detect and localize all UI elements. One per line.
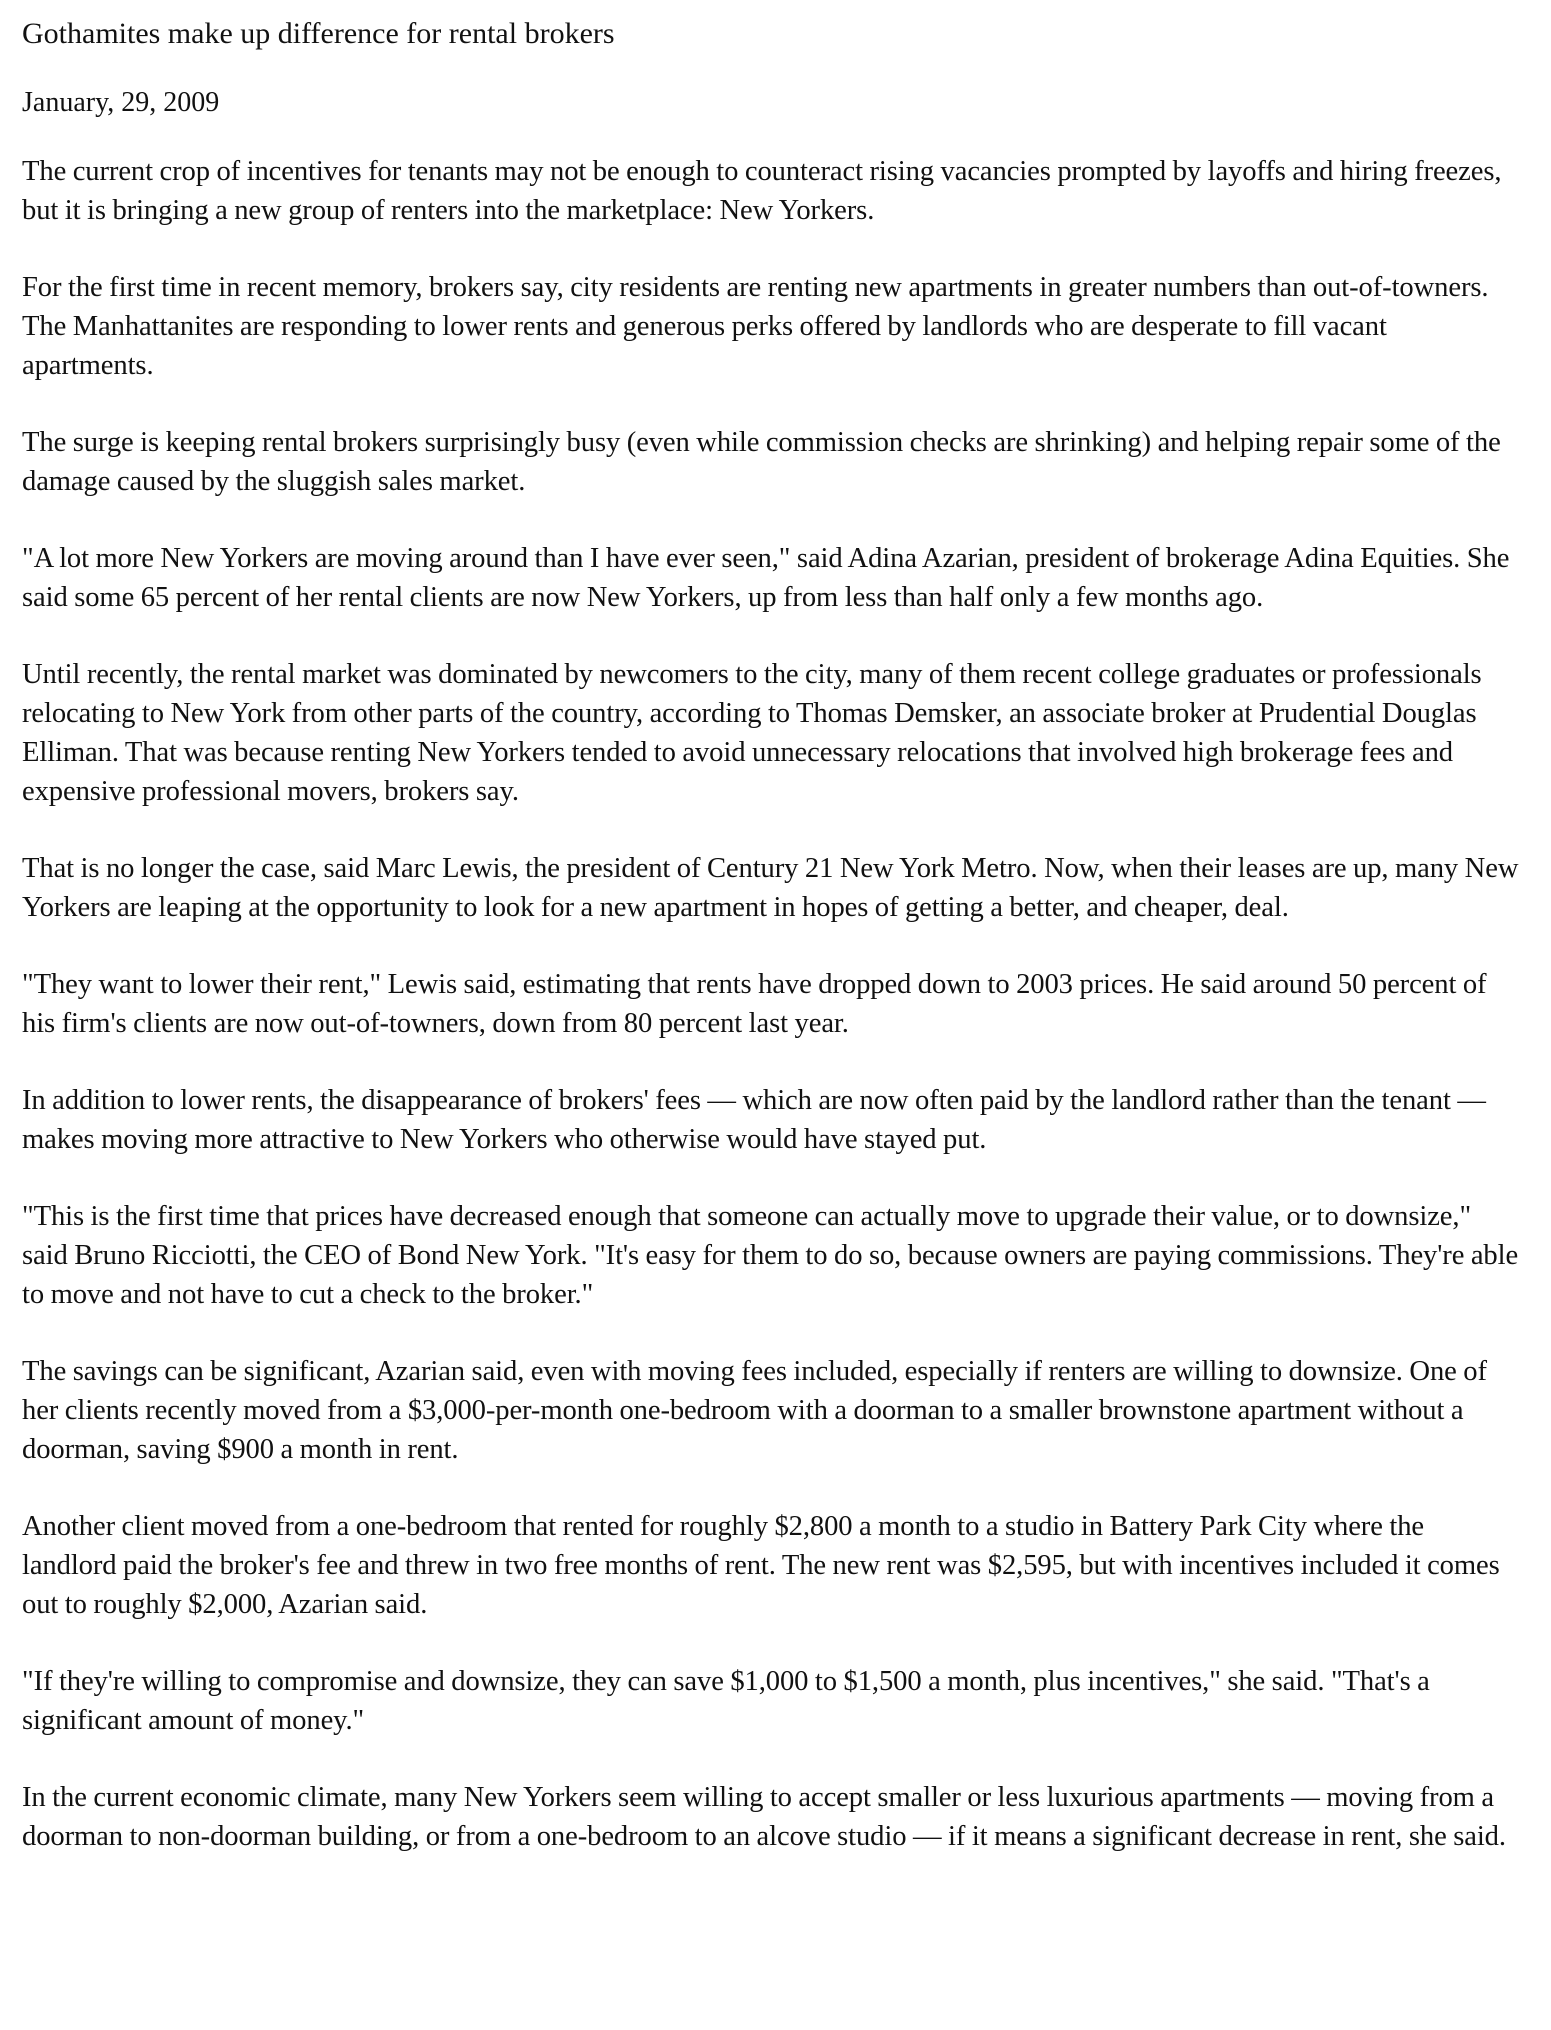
article-paragraph: That is no longer the case, said Marc Lewis, the president of Century 21 New York Metro. Now, when their leases are up, many New Yorkers are leaping at the opportunity to look for a new apartment in hopes of getting a better, and cheaper, deal. <box>22 852 1519 923</box>
article-paragraph: Until recently, the rental market was dominated by newcomers to the city, many of them recent college graduates or professionals relocating to New York from other parts of the country, according to Thomas Demsker, an associate broker at Prudential Douglas Elliman. That was because renting New Yorkers tended to avoid unnecessary relocations that involved high brokerage fees and expensive professional movers, brokers say. <box>22 659 1482 807</box>
article-body <box>22 153 1522 1857</box>
article-paragraph: The surge is keeping rental brokers surprisingly busy (even while commission checks are shrinking) and helping repair some of the damage caused by the sluggish sales market. <box>22 426 1501 497</box>
article-date: January, 29, 2009 <box>22 87 220 118</box>
article-paragraph: The savings can be significant, Azarian said, even with moving fees included, especially if renters are willing to downsize. One of her clients recently moved from a $3,000-per-month one-bedroom with a doorman to a smaller brownstone apartment without a doorman, saving $900 a month in rent. <box>22 1356 1487 1465</box>
article-paragraph: For the first time in recent memory, brokers say, city residents are renting new apartments in greater numbers than out-of-towners. The Manhattanites are responding to lower rents and generous perks offered by landlords who are desperate to fill vacant apartments. <box>22 272 1489 381</box>
article-paragraph: In addition to lower rents, the disappearance of brokers' fees — which are now often paid by the landlord rather than the tenant — makes moving more attractive to New Yorkers who otherwise would have stayed put. <box>22 1085 1486 1155</box>
article-paragraph: "This is the first time that prices have decreased enough that someone can actually move to upgrade their value, or to downsize," said Bruno Ricciotti, the CEO of Bond New York. "It's easy for them to do so, because owners are paying commissions. They're able to move and not have to cut a check to the broker." <box>22 1201 1519 1310</box>
article-title: Gothamites make up difference for rental brokers <box>22 17 615 50</box>
article-paragraph: In the current economic climate, many New Yorkers seem willing to accept smaller or less luxurious apartments — moving from a doorman to non-doorman building, or from a one-bedroom to an alcove studio — if it means a significant decrease in rent, she said. <box>22 1781 1506 1852</box>
article-paragraph: The current crop of incentives for tenants may not be enough to counteract rising vacancies prompted by layoffs and hiring freezes, but it is bringing a new group of renters into the marketplace: New Yorkers. <box>22 156 1502 226</box>
article-paragraph: Another client moved from a one-bedroom that rented for roughly $2,800 a month to a studio in Battery Park City where the landlord paid the broker's fee and threw in two free months of rent. The new rent was $2,595, but with incentives included it comes out to roughly $2,000, Azarian said. <box>22 1510 1500 1620</box>
document-page <box>22 14 1522 1857</box>
article-paragraph: "A lot more New Yorkers are moving around than I have ever seen," said Adina Azarian, president of brokerage Adina Equities. She said some 65 percent of her rental clients are now New Yorkers, up from less than half only a few months ago. <box>22 543 1510 613</box>
article-paragraph: "They want to lower their rent," Lewis said, estimating that rents have dropped down to 2003 prices. He said around 50 percent of his firm's clients are now out-of-towners, down from 80 percent last year. <box>22 968 1487 1039</box>
article-paragraph: "If they're willing to compromise and downsize, they can save $1,000 to $1,500 a month, plus incentives," she said. "That's a significant amount of money." <box>22 1665 1430 1736</box>
